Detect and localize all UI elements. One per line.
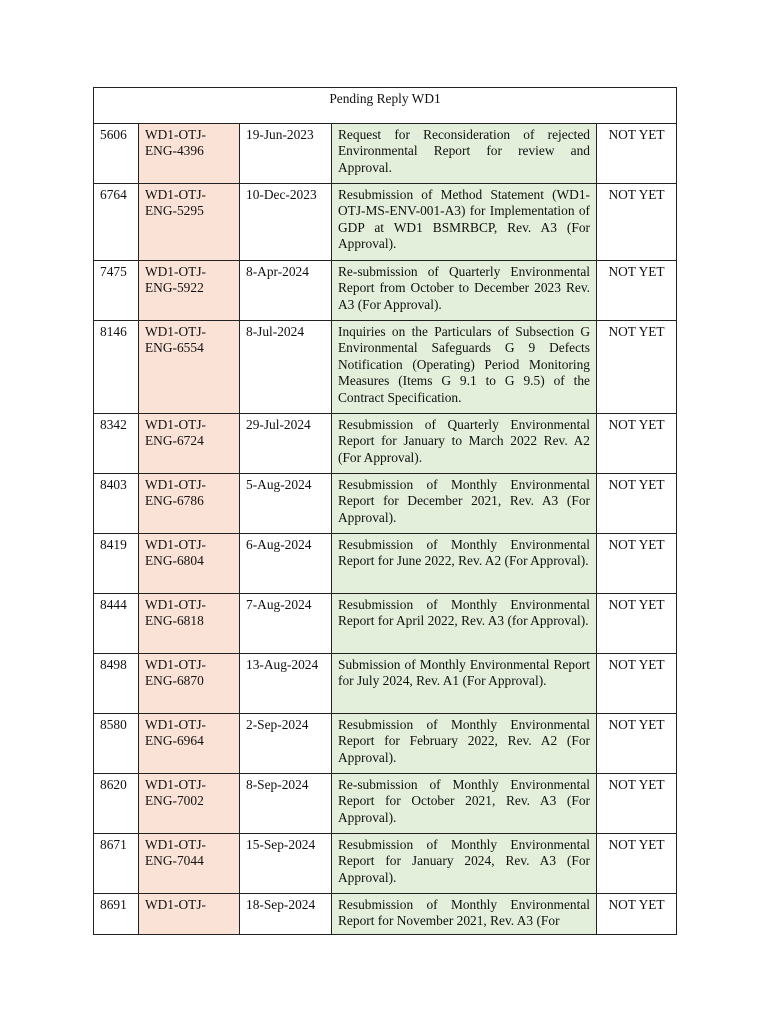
table-title: Pending Reply WD1 bbox=[94, 88, 677, 124]
row-subject: Resubmission of Monthly Environmental Report for January 2024, Rev. A3 (For Approval). bbox=[332, 834, 597, 894]
reference-number: WD1-OTJ-ENG-5922 bbox=[139, 261, 240, 321]
table-row bbox=[94, 261, 677, 321]
reference-number: WD1-OTJ-ENG-6818 bbox=[139, 594, 240, 654]
row-number: 7475 bbox=[94, 261, 139, 321]
table-row bbox=[94, 474, 677, 534]
table-title-row bbox=[94, 88, 677, 124]
row-number: 8620 bbox=[94, 774, 139, 834]
table-row bbox=[94, 124, 677, 184]
reference-number: WD1-OTJ-ENG-7002 bbox=[139, 774, 240, 834]
reply-status: NOT YET bbox=[597, 774, 677, 834]
reply-status: NOT YET bbox=[597, 124, 677, 184]
row-number: 8444 bbox=[94, 594, 139, 654]
row-date: 8-Sep-2024 bbox=[240, 774, 332, 834]
pending-reply-table bbox=[93, 87, 677, 935]
row-number: 8580 bbox=[94, 714, 139, 774]
reply-status: NOT YET bbox=[597, 261, 677, 321]
reply-status: NOT YET bbox=[597, 894, 677, 935]
reference-number: WD1-OTJ-ENG-6870 bbox=[139, 654, 240, 714]
row-date: 13-Aug-2024 bbox=[240, 654, 332, 714]
row-number: 8342 bbox=[94, 414, 139, 474]
row-date: 5-Aug-2024 bbox=[240, 474, 332, 534]
row-number: 8146 bbox=[94, 321, 139, 414]
row-number: 5606 bbox=[94, 124, 139, 184]
row-date: 8-Apr-2024 bbox=[240, 261, 332, 321]
row-number: 6764 bbox=[94, 184, 139, 261]
row-date: 6-Aug-2024 bbox=[240, 534, 332, 594]
row-number: 8671 bbox=[94, 834, 139, 894]
reference-number: WD1-OTJ-ENG-5295 bbox=[139, 184, 240, 261]
reply-status: NOT YET bbox=[597, 834, 677, 894]
table-row bbox=[94, 774, 677, 834]
row-subject: Resubmission of Monthly Environmental Report for February 2022, Rev. A2 (For Approval). bbox=[332, 714, 597, 774]
reference-number: WD1-OTJ-ENG-6554 bbox=[139, 321, 240, 414]
row-date: 8-Jul-2024 bbox=[240, 321, 332, 414]
reply-status: NOT YET bbox=[597, 594, 677, 654]
reference-number: WD1-OTJ-ENG-4396 bbox=[139, 124, 240, 184]
row-subject: Re-submission of Monthly Environmental Report for October 2021, Rev. A3 (For Approval). bbox=[332, 774, 597, 834]
reference-number: WD1-OTJ-ENG-6804 bbox=[139, 534, 240, 594]
reply-status: NOT YET bbox=[597, 321, 677, 414]
table-row bbox=[94, 714, 677, 774]
reply-status: NOT YET bbox=[597, 714, 677, 774]
row-number: 8403 bbox=[94, 474, 139, 534]
reply-status: NOT YET bbox=[597, 184, 677, 261]
table-row bbox=[94, 654, 677, 714]
reply-status: NOT YET bbox=[597, 654, 677, 714]
reference-number: WD1-OTJ- bbox=[139, 894, 240, 935]
row-subject: Submission of Monthly Environmental Report for July 2024, Rev. A1 (For Approval). bbox=[332, 654, 597, 714]
row-date: 15-Sep-2024 bbox=[240, 834, 332, 894]
reference-number: WD1-OTJ-ENG-7044 bbox=[139, 834, 240, 894]
row-subject: Resubmission of Monthly Environmental Report for June 2022, Rev. A2 (For Approval). bbox=[332, 534, 597, 594]
row-number: 8691 bbox=[94, 894, 139, 935]
table-row bbox=[94, 834, 677, 894]
row-date: 7-Aug-2024 bbox=[240, 594, 332, 654]
reply-status: NOT YET bbox=[597, 414, 677, 474]
row-subject: Re-submission of Quarterly Environmental Report from October to December 2023 Rev. A3 (For Approval). bbox=[332, 261, 597, 321]
table-row bbox=[94, 414, 677, 474]
reply-status: NOT YET bbox=[597, 474, 677, 534]
table-row bbox=[94, 894, 677, 935]
row-subject: Resubmission of Monthly Environmental Report for April 2022, Rev. A3 (for Approval). bbox=[332, 594, 597, 654]
row-number: 8419 bbox=[94, 534, 139, 594]
row-subject: Resubmission of Quarterly Environmental Report for January to March 2022 Rev. A2 (For Approval). bbox=[332, 414, 597, 474]
row-subject: Resubmission of Monthly Environmental Report for November 2021, Rev. A3 (For bbox=[332, 894, 597, 935]
reference-number: WD1-OTJ-ENG-6786 bbox=[139, 474, 240, 534]
row-subject: Inquiries on the Particulars of Subsection G Environmental Safeguards G 9 Defects Notification (Operating) Period Monitoring Measures (Items G 9.1 to G 9.5) of the Contract Specification. bbox=[332, 321, 597, 414]
reference-number: WD1-OTJ-ENG-6964 bbox=[139, 714, 240, 774]
row-subject: Request for Reconsideration of rejected Environmental Report for review and Approval. bbox=[332, 124, 597, 184]
row-subject: Resubmission of Monthly Environmental Report for December 2021, Rev. A3 (For Approval). bbox=[332, 474, 597, 534]
table-row bbox=[94, 534, 677, 594]
table-row bbox=[94, 184, 677, 261]
table-row bbox=[94, 594, 677, 654]
reply-status: NOT YET bbox=[597, 534, 677, 594]
row-date: 29-Jul-2024 bbox=[240, 414, 332, 474]
row-date: 19-Jun-2023 bbox=[240, 124, 332, 184]
row-date: 18-Sep-2024 bbox=[240, 894, 332, 935]
reference-number: WD1-OTJ-ENG-6724 bbox=[139, 414, 240, 474]
row-number: 8498 bbox=[94, 654, 139, 714]
table-row bbox=[94, 321, 677, 414]
row-subject: Resubmission of Method Statement (WD1-OTJ-MS-ENV-001-A3) for Implementation of GDP at WD1 BSMRBCP, Rev. A3 (For Approval). bbox=[332, 184, 597, 261]
row-date: 10-Dec-2023 bbox=[240, 184, 332, 261]
row-date: 2-Sep-2024 bbox=[240, 714, 332, 774]
